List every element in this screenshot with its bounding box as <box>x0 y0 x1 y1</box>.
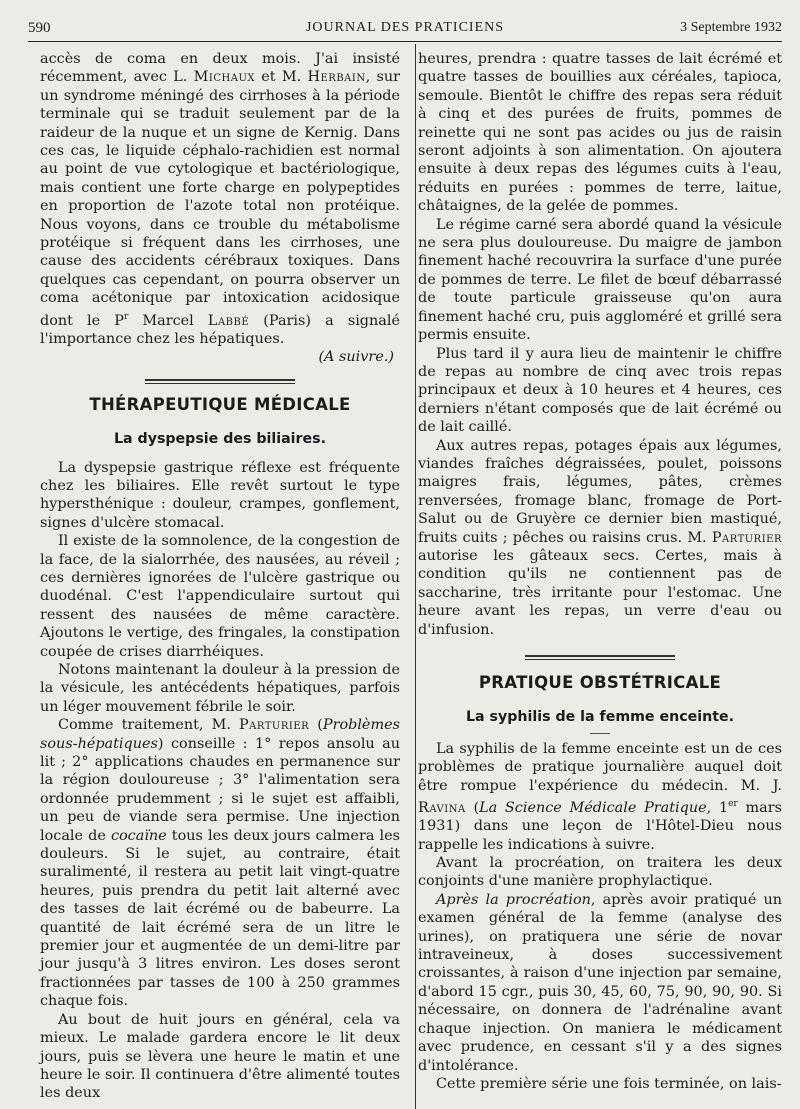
text-segment: Au bout de huit jours en général, cela va mieux. Le malade gardera encore le lit deux jours, puis se lèvera une heure le matin et une heure le soir. Il continuera d'être alimenté toutes les deux <box>40 1011 400 1102</box>
text-segment: Marcel <box>128 312 208 329</box>
article-paragraph <box>418 854 782 891</box>
issue-date: 3 Septembre 1932 <box>680 20 782 35</box>
article-paragraph <box>40 532 400 661</box>
article-paragraph <box>418 437 782 639</box>
text-segment: La syphilis de la femme enceinte est un de ces problèmes de pratique journalière auquel doit être rompue l'expérience du médecin. M. J. <box>418 740 782 794</box>
text-segment: Comme traitement, M. <box>58 717 239 734</box>
text-segment: Herbain <box>307 69 366 86</box>
article-paragraph <box>418 50 782 216</box>
section-title-therapeutique: THÉRAPEUTIQUE MÉDICALE <box>89 394 351 414</box>
text-segment: Avant la procréation, on traitera les deux conjoints d'une manière prophylactique. <box>418 855 782 890</box>
text-segment: Aux autres repas, potages épais aux légumes, viandes fraîches dégraissées, poulet, poissons maigres frais, légumes, pâtes, crèmes renversées, fromage blanc, fromage de Port-Salut ou de Gruyère ce dernier bien mastiqué, fruits cuits ; pêches ou raisins crus. M. <box>418 437 782 546</box>
journal-title: JOURNAL DES PRATICIENS <box>305 20 505 35</box>
running-header <box>28 20 782 42</box>
intro-paragraph <box>40 50 400 348</box>
text-segment: , après avoir pratiqué un examen général de la femme (analyse des urines), on pratiquera une série de novar intraveineux, à doses successivement croissantes, à raison d'une injection par semaine, d'abord 15 cgr., puis 30, 45, 60, 75, 90, 90, 90. Si nécessaire, on donnera de l'adrénaline avant chaque injection. On maniera le médicament avec prudence, en cessant s'il y a des signes d'intolérance. <box>418 891 782 1074</box>
left-column <box>40 50 400 1103</box>
article-paragraph <box>418 740 782 854</box>
text-segment: Le régime carné sera abordé quand la vésicule ne sera plus douloureuse. Du maigre de jambon finement haché recouvrira la surface d'une purée de pommes de terre. Le filet de bœuf débarrassé de toute particule graisseuse qu'on aura finement haché cru, puis aggloméré et grillé sera permis ensuite. <box>418 216 782 344</box>
text-segment: Labbé <box>207 312 250 329</box>
header-rule <box>28 41 782 42</box>
text-segment: Notons maintenant la douleur à la pression de la vésicule, les antécédents hépatiques, parfois un léger mouvement fébrile le soir. <box>40 661 400 715</box>
page-number: 590 <box>28 20 51 36</box>
article-paragraph <box>418 345 782 437</box>
text-segment: Plus tard il y aura lieu de maintenir le chiffre de repas au nombre de cinq avec trois repas principaux et deux à 10 heures et 4 heures, ces derniers n'étant composés que de lait écrémé ou de lait caillé. <box>418 345 782 436</box>
text-segment: Parturier <box>711 529 782 546</box>
text-segment: ) conseille : 1° repos ansolu au lit ; 2° applications chaudes en permanence sur la région douloureuse ; 3° l'alimentation sera ordonnée prudemment ; si le sujet est affaibli, un peu de viande sera permise. Une injection locale de <box>40 735 400 844</box>
text-segment: La Science Médicale Pratique <box>479 799 707 816</box>
text-segment: , sur un syndrome méningé des cirrhoses à la période terminale qui se traduit seulement par de la raideur de la nuque et un signe de Kernig. Dans ces cas, le liquide céphalo-rachidien est normal au point de vue cytologique et bactériologique, mais contient une forte charge en polypeptides en proportion de l'azote total non protéique. Nous voyons, dans ce trouble du métabolisme protéique si fréquent dans les cirrhoses, une cause des accidents cérébraux toxiques. Dans quelques cas cependant, on pourra observer un coma acétonique par intoxication acidosique dont le P <box>40 69 400 329</box>
text-segment: r <box>123 311 129 322</box>
text-segment: Ravina <box>418 799 466 816</box>
text-segment: er <box>728 799 738 810</box>
column-divider <box>415 44 416 1109</box>
article-paragraph <box>40 716 400 1011</box>
article-title-dyspepsie: La dyspepsie des biliaires. <box>113 431 326 448</box>
text-segment: , 1 <box>706 799 729 816</box>
text-segment: Problèmes sous-hépatiques <box>40 717 400 752</box>
section-title-obstetricale: PRATIQUE OBSTÉTRICALE <box>478 673 722 692</box>
right-column <box>418 50 782 1093</box>
text-segment: et M. <box>255 69 308 86</box>
text-segment: cocaïne <box>110 827 167 844</box>
text-segment: Parturier <box>239 717 310 734</box>
text-segment: mars 1931) dans une leçon de l'Hôtel-Dieu nous rappelle les indications à suivre. <box>418 799 782 853</box>
text-segment: accès de coma en deux mois. J'ai insisté récemment, avec L. <box>40 51 400 86</box>
text-segment: autorise les gâteaux secs. Certes, mais à condition qu'ils ne contiennent pas de saccharine, très irritante pour l'estomac. Une heure avant les repas, un verre d'eau ou d'infusion. <box>418 547 782 638</box>
text-segment: (Paris) a signalé l'importance chez les hépatiques. <box>40 312 400 347</box>
text-segment: Michaux <box>193 69 255 86</box>
article-paragraph <box>418 216 782 345</box>
article-paragraph <box>40 661 400 716</box>
article-paragraph <box>40 459 400 533</box>
text-segment: Il existe de la somnolence, de la congestion de la face, de la sialorrhée, des nausées, au réveil ; ces dernières ignorées de l'ulcère gastrique ou duodénal. C'est l'appendiculaire surtout qui ressent des nausées de même caractère. Ajoutons le vertige, des fringales, la constipation coupée de crises diarrhéiques. <box>40 533 400 660</box>
a-suivre-note: (A suivre.) <box>318 349 394 366</box>
text-segment: ( <box>309 717 323 734</box>
article-paragraph <box>418 891 782 1075</box>
text-segment: tous les deux jours calmera les douleurs. Si le sujet, au contraire, était suralimenté, il restera au petit lait vingt-quatre heures, puis prendra du petit lait alterné avec des tasses de lait écrémé ou de babeurre. La quantité de lait écrémé sera de un litre le premier jour et augmentée de un demi-litre par jour jusqu'à 3 litres environ. Les doses seront fractionnées par tasses de 100 à 250 grammes chaque fois. <box>40 827 401 1010</box>
article-paragraph <box>40 1011 400 1103</box>
article-title-syphilis: La syphilis de la femme enceinte. <box>465 709 734 726</box>
text-segment: ( <box>465 799 480 816</box>
text-segment: Après la procréation <box>436 891 591 908</box>
text-segment: Cette première série une fois terminée, on lais- <box>436 1075 782 1092</box>
text-segment: heures, prendra : quatre tasses de lait écrémé et quatre tasses de bouillies aux céréales, tapioca, semoule. Bientôt le chiffre des repas sera réduit à cinq et des purées de fruits, pommes de reinette qui ne sont pas acides ou jus de raisin seront adjoints à son alimentation. On ajoutera ensuite à deux repas des légumes cuits à l'eau, réduits en purées : pommes de terre, laitue, châtaignes, de la gelée de pommes. <box>418 51 782 215</box>
text-segment: La dyspepsie gastrique réflexe est fréquente chez les biliaires. Elle revêt surtout le type hypersthénique : douleur, crampes, gonflement, signes d'ulcère stomacal. <box>40 459 400 531</box>
article-paragraph <box>418 1075 782 1093</box>
